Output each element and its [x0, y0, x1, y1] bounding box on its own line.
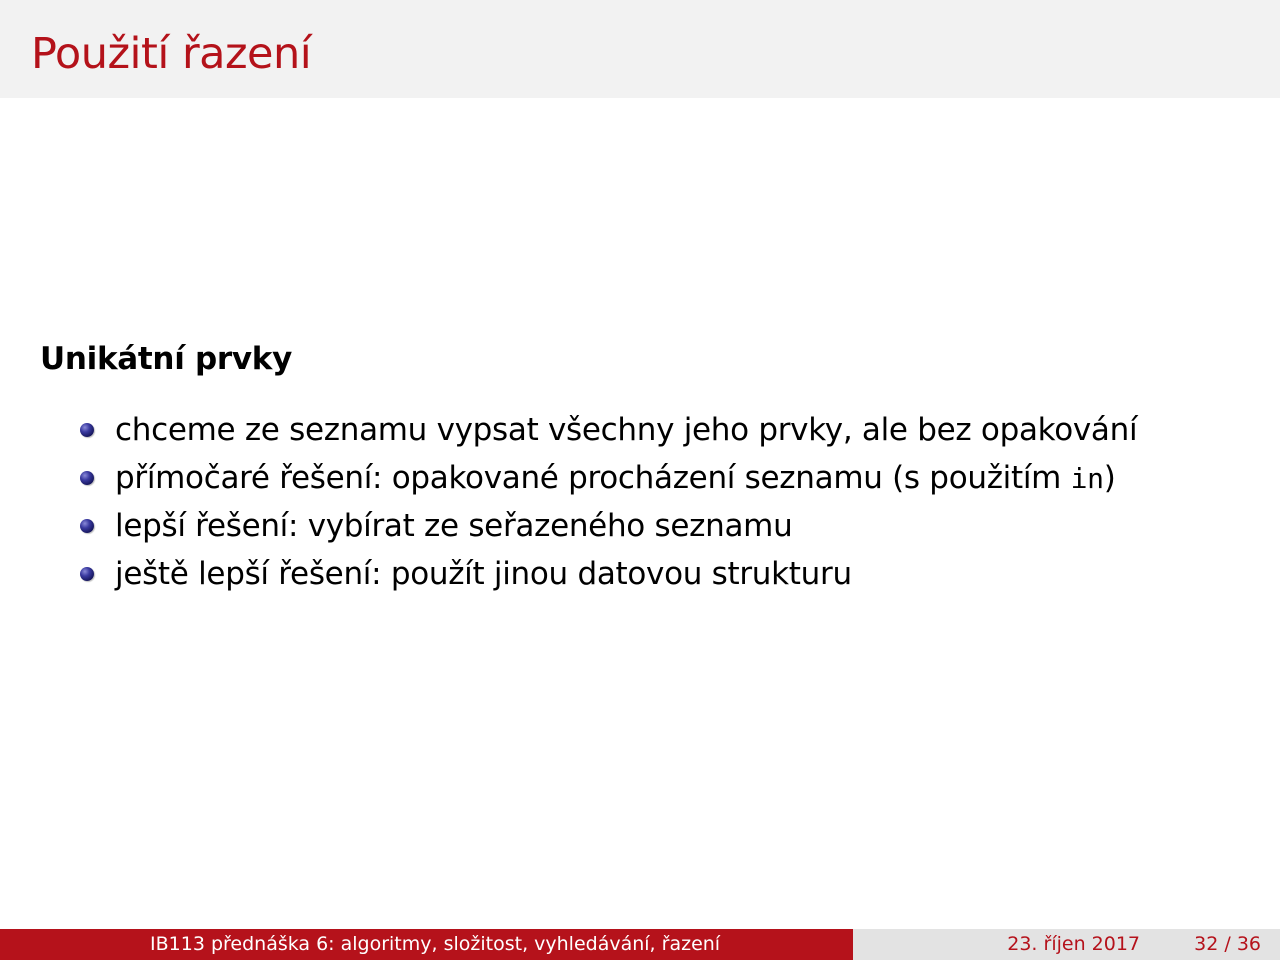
bullet-list [40, 406, 1240, 598]
bullet-icon [80, 423, 94, 437]
footer-date: 23. říjen 2017 [1007, 933, 1140, 955]
page-number: 32 / 36 [1194, 933, 1261, 955]
bullet-icon [80, 567, 94, 581]
code-keyword: in [1070, 462, 1104, 495]
footer-info-panel [853, 929, 1280, 960]
list-item-text-end: ) [1103, 460, 1116, 496]
footer-course-panel [0, 929, 853, 960]
slide-footer [0, 929, 1280, 960]
slide-title: Použití řazení [31, 29, 312, 79]
list-item-text: ještě lepší řešení: použít jinou datovou strukturu [115, 556, 852, 592]
list-item-text: lepší řešení: vybírat ze seřazeného seznamu [115, 508, 793, 544]
list-item [40, 550, 1240, 598]
bullet-icon [80, 471, 94, 485]
list-item [40, 406, 1240, 454]
footer-course-title: IB113 přednáška 6: algoritmy, složitost, vyhledávání, řazení [150, 933, 721, 955]
list-item [40, 454, 1240, 502]
block-title: Unikátní prvky [40, 341, 293, 377]
slide-content [40, 338, 1240, 598]
list-item [40, 502, 1240, 550]
bullet-icon [80, 519, 94, 533]
slide-title-bar [0, 0, 1280, 98]
list-item-text: přímočaré řešení: opakované procházení seznamu (s použitím [115, 460, 1071, 496]
list-item-text: chceme ze seznamu vypsat všechny jeho prvky, ale bez opakování [115, 412, 1138, 448]
